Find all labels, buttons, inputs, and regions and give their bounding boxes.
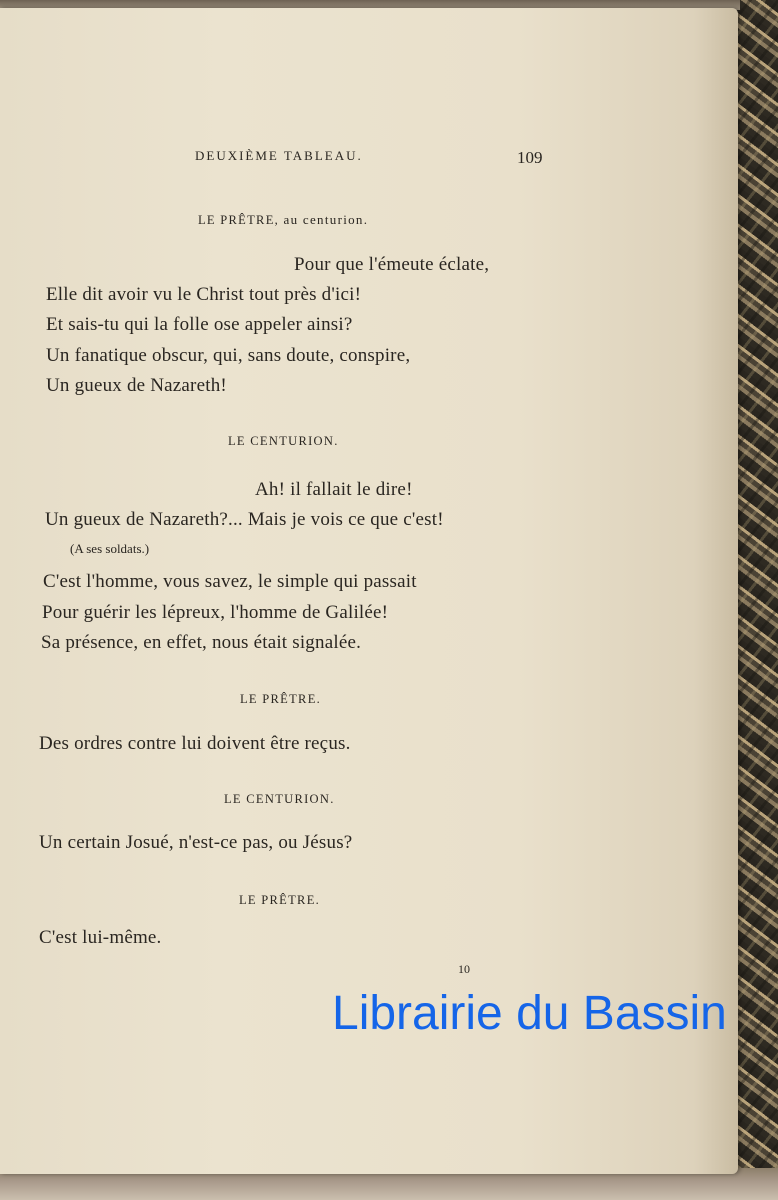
verse-line: Pour guérir les lépreux, l'homme de Galilée! <box>42 602 389 623</box>
verse-line: Un certain Josué, n'est-ce pas, ou Jésus? <box>39 832 353 853</box>
speaker-label: LE CENTURION. <box>224 792 335 806</box>
verse-line: Sa présence, en effet, nous était signalée. <box>41 632 362 653</box>
speaker-label: LE PRÊTRE. <box>239 893 321 907</box>
running-header: DEUXIÈME TABLEAU. <box>195 148 363 163</box>
verse-line: Ah! il fallait le dire! <box>255 479 413 500</box>
verse-line: Des ordres contre lui doivent être reçus. <box>39 733 351 754</box>
verse-line: Un gueux de Nazareth! <box>46 375 227 396</box>
verse-line: C'est lui-même. <box>39 927 162 948</box>
watermark-text: Librairie du Bassin <box>332 987 727 1040</box>
verse-line: Et sais-tu qui la folle ose appeler ainsi? <box>46 314 353 335</box>
stage-note: au centurion. <box>283 212 369 227</box>
verse-line: Un gueux de Nazareth?... Mais je vois ce que c'est! <box>45 509 444 530</box>
signature-mark: 10 <box>458 962 470 976</box>
speaker-label: LE CENTURION. <box>228 434 339 448</box>
verse-line: Elle dit avoir vu le Christ tout près d'ici! <box>46 284 362 305</box>
verse-line: C'est l'homme, vous savez, le simple qui passait <box>43 571 417 592</box>
page-number: 109 <box>517 148 543 167</box>
speaker-name: LE PRÊTRE, <box>198 213 280 227</box>
speaker-label: LE PRÊTRE. <box>240 692 322 706</box>
stage-direction: (A ses soldats.) <box>70 541 150 556</box>
verse-line: Un fanatique obscur, qui, sans doute, conspire, <box>46 345 411 366</box>
verse-line: Pour que l'émeute éclate, <box>294 254 490 275</box>
